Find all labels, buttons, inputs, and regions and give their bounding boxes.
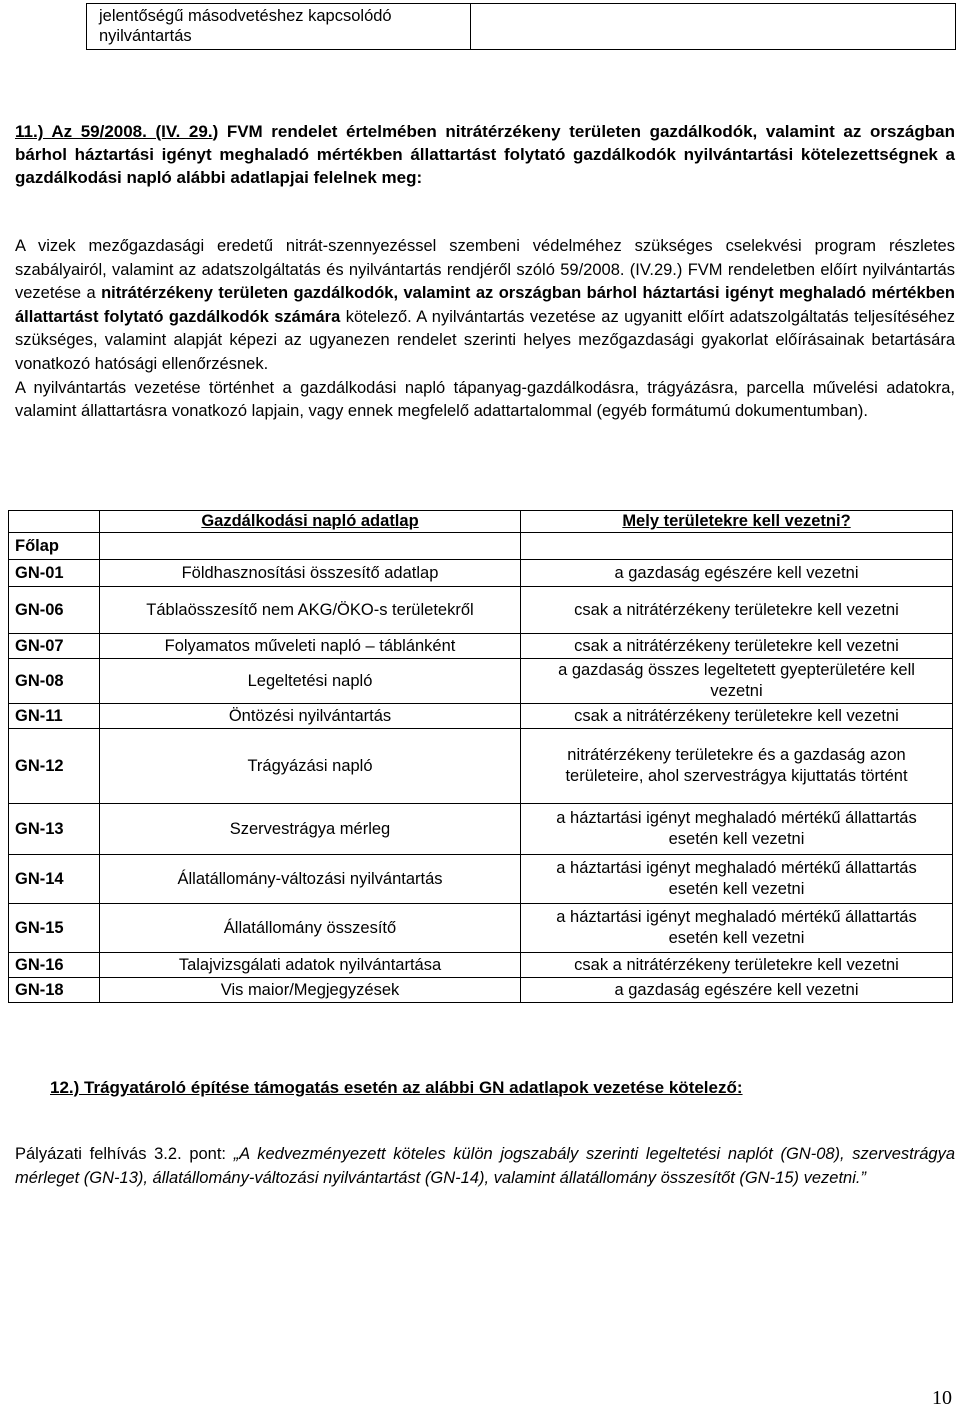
foglap-where-cell xyxy=(521,533,953,560)
table-row xyxy=(9,634,953,659)
tender-text xyxy=(15,1143,955,1190)
row-name-cell: Állatállomány összesítő xyxy=(100,904,521,953)
row-code-cell: GN-01 xyxy=(9,560,100,587)
row-code-cell: GN-08 xyxy=(9,659,100,704)
row-where-cell: a háztartási igényt meghaladó mértékű állattartás esetén kell vezetni xyxy=(521,804,953,855)
table-row xyxy=(9,704,953,729)
table-row xyxy=(9,587,953,634)
row-where-cell: a gazdaság összes legeltetett gyepterületére kell vezetni xyxy=(521,659,953,704)
foglap-name-cell xyxy=(100,533,521,560)
header-where-cell: Mely területekre kell vezetni? xyxy=(521,511,953,533)
row-code-cell: GN-13 xyxy=(9,804,100,855)
row-where-cell: nitrátérzékeny területekre és a gazdaság azon területeire, ahol szervestrágya kijuttatás történt xyxy=(521,729,953,804)
tender-quote: „A kedvezményezett köteles külön jogszabály szerinti legeltetési naplót (GN-08), szervestrágya mérleget (GN-13), állatállomány-változási nyilvántartást (GN-14), valamint állatállomány összesítőt (GN-15) vezetni.” xyxy=(15,1145,955,1187)
row-name-cell: Vis maior/Megjegyzések xyxy=(100,978,521,1003)
table-row xyxy=(9,560,953,587)
row-where-cell: a gazdaság egészére kell vezetni xyxy=(521,978,953,1003)
body-paragraph-1 xyxy=(15,235,955,377)
table-row xyxy=(9,729,953,804)
body-p1-part-c: kötelező. A nyilvántartás vezetése az ugyanitt előírt adatszolgáltatás teljesítéséhez szükséges, valamint alapját képezi az ugyanezen rendelet szerinti helyes mezőgazdasági gyakorlat előírásainak betartására vonatkozó hatósági ellenőrzésnek. xyxy=(15,307,955,373)
row-name-cell: Trágyázási napló xyxy=(100,729,521,804)
row-where-cell: csak a nitrátérzékeny területekre kell vezetni xyxy=(521,704,953,729)
row-name-cell: Állatállomány-változási nyilvántartás xyxy=(100,855,521,904)
table-header-row xyxy=(9,511,953,533)
row-name-cell: Öntözési nyilvántartás xyxy=(100,704,521,729)
body-p1-bold: nitrátérzékeny területen gazdálkodók, valamint az országban bárhol háztartási igényt meghaladó mértékben állattartást folytató gazdálkodók számára xyxy=(15,284,955,326)
row-name-cell: Földhasznosítási összesítő adatlap xyxy=(100,560,521,587)
row-where-cell: a gazdaság egészére kell vezetni xyxy=(521,560,953,587)
row-where-cell: a háztartási igényt meghaladó mértékű állattartás esetén kell vezetni xyxy=(521,855,953,904)
gn-rows xyxy=(9,560,953,1003)
top-table-cell-text: jelentőségű másodvetéshez kapcsolódó nyilvántartás xyxy=(87,4,471,49)
row-code-cell: GN-15 xyxy=(9,904,100,953)
row-code-cell: GN-06 xyxy=(9,587,100,634)
row-code-cell: GN-07 xyxy=(9,634,100,659)
table-row xyxy=(9,855,953,904)
foglap-cell: Főlap xyxy=(9,533,100,560)
gn-datasheet-table xyxy=(8,510,953,1003)
page-number: 10 xyxy=(932,1387,952,1409)
section-11-heading-rest: ) FVM rendelet értelmében nitrátérzékeny területen gazdálkodók, valamint az országban bárhol háztartási igényt meghaladó mértékben állattartást folytató gazdálkodók nyilvántartási kötelezettségnek a gazdálkodási napló alábbi adatlapjai felelnek meg: xyxy=(15,122,955,187)
body-p1-part-a: A vizek mezőgazdasági eredetű nitrát-szennyezéssel szembeni védelméhez szükséges cselekvési program részletes szabályairól, valamint az adatszolgáltatás és nyilvántartás rendjéről szóló 59/2008. (IV.29.) FVM rendeletben előírt nyilvántartás vezetése a xyxy=(15,237,955,303)
body-text xyxy=(15,235,955,424)
table-row xyxy=(9,659,953,704)
body-paragraph-2: A nyilvántartás vezetése történhet a gazdálkodási napló tápanyag-gazdálkodásra, trágyázásra, parcella művelési adatokra, valamint állattartásra vonatkozó lapjain, vagy ennek megfelelő adattartalommal (egyéb formátumú dokumentumban). xyxy=(15,378,955,421)
row-name-cell: Szervestrágya mérleg xyxy=(100,804,521,855)
section-11-heading xyxy=(15,120,955,189)
row-name-cell: Táblaösszesítő nem AKG/ÖKO-s területekről xyxy=(100,587,521,634)
header-code-cell xyxy=(9,511,100,533)
table-row xyxy=(9,953,953,978)
table-row xyxy=(9,978,953,1003)
section-12-heading: 12.) Trágyatároló építése támogatás esetén az alábbi GN adatlapok vezetése kötelező: xyxy=(50,1078,743,1097)
header-name-cell: Gazdálkodási napló adatlap xyxy=(100,511,521,533)
row-code-cell: GN-14 xyxy=(9,855,100,904)
tender-prefix: Pályázati felhívás 3.2. pont: xyxy=(15,1145,234,1163)
section-11-heading-underlined: 11.) Az 59/2008. (IV. 29. xyxy=(15,122,213,141)
table-row xyxy=(9,904,953,953)
table-row xyxy=(9,804,953,855)
row-where-cell: csak a nitrátérzékeny területekre kell vezetni xyxy=(521,953,953,978)
row-name-cell: Legeltetési napló xyxy=(100,659,521,704)
row-name-cell: Folyamatos műveleti napló – táblánként xyxy=(100,634,521,659)
table-row-foglap xyxy=(9,533,953,560)
row-name-cell: Talajvizsgálati adatok nyilvántartása xyxy=(100,953,521,978)
row-code-cell: GN-16 xyxy=(9,953,100,978)
row-where-cell: a háztartási igényt meghaladó mértékű állattartás esetén kell vezetni xyxy=(521,904,953,953)
row-code-cell: GN-12 xyxy=(9,729,100,804)
top-table-empty-cell xyxy=(471,4,955,49)
row-where-cell: csak a nitrátérzékeny területekre kell vezetni xyxy=(521,587,953,634)
row-code-cell: GN-11 xyxy=(9,704,100,729)
top-table-fragment xyxy=(86,3,956,50)
row-code-cell: GN-18 xyxy=(9,978,100,1003)
row-where-cell: csak a nitrátérzékeny területekre kell vezetni xyxy=(521,634,953,659)
